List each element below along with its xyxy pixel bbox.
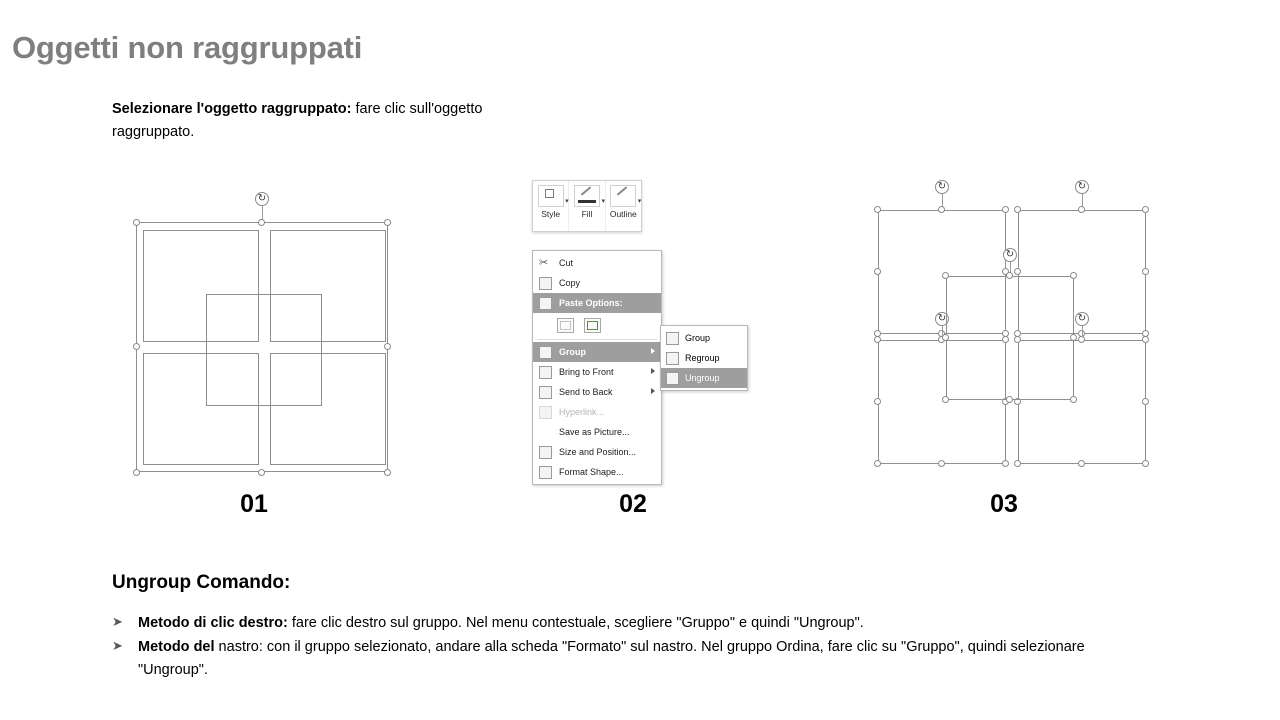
regroup-icon <box>666 352 679 365</box>
submenu-item-label: Ungroup <box>685 373 720 383</box>
selection-handle[interactable] <box>1142 398 1149 405</box>
menu-item-label: Group <box>559 347 586 357</box>
size-position-icon <box>539 446 552 459</box>
style-icon: ▾ <box>538 185 564 207</box>
selection-handle[interactable] <box>1002 206 1009 213</box>
menu-item-hyperlink <box>533 402 661 422</box>
list-item <box>112 636 1112 681</box>
selection-handle[interactable] <box>1070 272 1077 279</box>
menu-item-cut[interactable] <box>533 253 661 273</box>
paste-keep-source-formatting-icon[interactable] <box>557 318 574 333</box>
selection-handle[interactable] <box>1142 460 1149 467</box>
selection-handle[interactable] <box>1142 336 1149 343</box>
outline-icon: ▾ <box>610 185 636 207</box>
scissors-icon: ✂ <box>539 257 549 269</box>
menu-item-label: Paste Options: <box>559 298 623 308</box>
rotate-handle-icon[interactable]: ↻ <box>1075 312 1089 326</box>
selection-handle[interactable] <box>942 334 949 341</box>
selection-handle[interactable] <box>1014 268 1021 275</box>
selection-handle[interactable] <box>1078 336 1085 343</box>
group-icon <box>666 332 679 345</box>
ungrouped-shape-center[interactable] <box>946 276 1074 400</box>
command-bullet-list <box>112 612 1112 683</box>
figures-row <box>0 170 1280 520</box>
selection-handle[interactable] <box>874 206 881 213</box>
group-submenu[interactable] <box>660 325 748 391</box>
selection-handle[interactable] <box>942 396 949 403</box>
selection-handle[interactable] <box>133 343 140 350</box>
selection-handle[interactable] <box>258 469 265 476</box>
page-title: Oggetti non raggruppati <box>12 30 363 65</box>
child-shape-center[interactable] <box>206 294 322 406</box>
chevron-right-icon <box>651 368 655 374</box>
rotate-handle-icon[interactable]: ↻ <box>935 180 949 194</box>
figure-caption-02: 02 <box>619 490 647 518</box>
selection-handle[interactable] <box>1002 460 1009 467</box>
intro-bold-text: Selezionare l'oggetto raggruppato: <box>112 101 352 117</box>
selection-handle[interactable] <box>1142 268 1149 275</box>
selection-handle[interactable] <box>1142 206 1149 213</box>
rotate-handle-icon[interactable]: ↻ <box>1003 248 1017 262</box>
menu-item-bring-to-front[interactable] <box>533 362 661 382</box>
list-item-text: fare clic destro sul gruppo. Nel menu contestuale, scegliere "Gruppo" e quindi "Ungroup". <box>287 615 864 631</box>
paste-picture-icon[interactable] <box>584 318 601 333</box>
menu-item-label: Cut <box>559 258 574 268</box>
figure-caption-01: 01 <box>240 490 268 518</box>
menu-item-label: Size and Position... <box>559 447 637 457</box>
menu-item-label: Hyperlink... <box>559 407 605 417</box>
selection-handle[interactable] <box>874 336 881 343</box>
mini-toolbar-fill-button[interactable] <box>568 181 604 231</box>
menu-item-label: Save as Picture... <box>559 427 630 437</box>
menu-item-label: Copy <box>559 278 581 288</box>
selection-handle[interactable] <box>1078 206 1085 213</box>
paste-options-row[interactable] <box>533 313 661 337</box>
submenu-item-ungroup[interactable] <box>661 368 747 388</box>
selection-handle[interactable] <box>133 219 140 226</box>
figure-ungrouped-objects[interactable] <box>870 180 1160 490</box>
selection-handle[interactable] <box>874 398 881 405</box>
rotate-handle-icon[interactable]: ↻ <box>1075 180 1089 194</box>
selection-handle[interactable] <box>1006 272 1013 279</box>
rotate-handle-icon[interactable]: ↻ <box>935 312 949 326</box>
fill-icon: ▾ <box>574 185 600 207</box>
intro-rest-text: fare clic sull'oggetto raggruppato. <box>112 101 483 141</box>
rotate-handle-icon[interactable]: ↻ <box>255 192 269 206</box>
selection-handle[interactable] <box>938 460 945 467</box>
selection-handle[interactable] <box>1014 206 1021 213</box>
bullet-arrow-icon: ➤ <box>112 614 123 629</box>
copy-icon <box>539 277 552 290</box>
selection-handle[interactable] <box>384 469 391 476</box>
submenu-item-label: Regroup <box>685 353 720 363</box>
selection-handle[interactable] <box>384 219 391 226</box>
mini-toolbar-label: Style <box>541 209 561 219</box>
selection-handle[interactable] <box>1070 396 1077 403</box>
chevron-right-icon <box>651 388 655 394</box>
submenu-item-group[interactable] <box>661 328 747 348</box>
command-heading: Ungroup Comando: <box>112 572 291 593</box>
menu-item-size-and-position[interactable] <box>533 442 661 462</box>
figure-grouped-object[interactable] <box>130 190 395 490</box>
figure-caption-03: 03 <box>990 490 1018 518</box>
selection-handle[interactable] <box>384 343 391 350</box>
menu-item-format-shape[interactable] <box>533 462 661 482</box>
list-item-bold: Metodo del <box>138 639 215 656</box>
list-item <box>112 612 1112 634</box>
selection-handle[interactable] <box>938 206 945 213</box>
menu-separator <box>537 339 657 340</box>
selection-handle[interactable] <box>874 460 881 467</box>
chevron-right-icon <box>651 348 655 354</box>
ungroup-icon <box>666 372 679 385</box>
list-item-text: nastro: con il gruppo selezionato, andare alla scheda "Formato" sul nastro. Nel gruppo Ordina, fare clic su "Gruppo", quindi selezionare "Ungroup". <box>138 639 1085 678</box>
selection-handle[interactable] <box>258 219 265 226</box>
selection-handle[interactable] <box>1006 396 1013 403</box>
mini-toolbar-outline-button[interactable] <box>605 181 641 231</box>
mini-toolbar-label: Fill <box>581 209 593 219</box>
mini-toolbar-label: Outline <box>609 209 637 219</box>
selection-handle[interactable] <box>942 272 949 279</box>
menu-item-group[interactable] <box>533 342 661 362</box>
mini-toolbar-style-button[interactable] <box>533 181 568 231</box>
menu-item-copy[interactable] <box>533 273 661 293</box>
selection-handle[interactable] <box>1070 334 1077 341</box>
menu-item-label: Format Shape... <box>559 467 624 477</box>
submenu-item-label: Group <box>685 333 711 343</box>
figure-context-menu[interactable] <box>530 180 760 490</box>
context-menu[interactable] <box>532 250 662 485</box>
list-item-bold: Metodo di clic destro: <box>138 615 288 631</box>
menu-item-label: Bring to Front <box>559 367 614 377</box>
format-shape-icon <box>539 466 552 479</box>
bring-front-icon <box>539 366 552 379</box>
send-back-icon <box>539 386 552 399</box>
submenu-item-regroup[interactable] <box>661 348 747 368</box>
paste-icon <box>539 297 552 310</box>
selection-handle[interactable] <box>133 469 140 476</box>
bullet-arrow-icon: ➤ <box>112 638 123 654</box>
selection-handle[interactable] <box>1078 460 1085 467</box>
menu-item-send-to-back[interactable] <box>533 382 661 402</box>
menu-item-label: Send to Back <box>559 387 613 397</box>
hyperlink-icon <box>539 406 552 419</box>
selection-handle[interactable] <box>1014 460 1021 467</box>
group-icon <box>539 346 552 359</box>
intro-paragraph <box>112 98 532 145</box>
menu-item-paste-options[interactable] <box>533 293 661 313</box>
menu-item-save-as-picture[interactable] <box>533 422 661 442</box>
mini-toolbar[interactable] <box>532 180 642 232</box>
selection-handle[interactable] <box>874 268 881 275</box>
